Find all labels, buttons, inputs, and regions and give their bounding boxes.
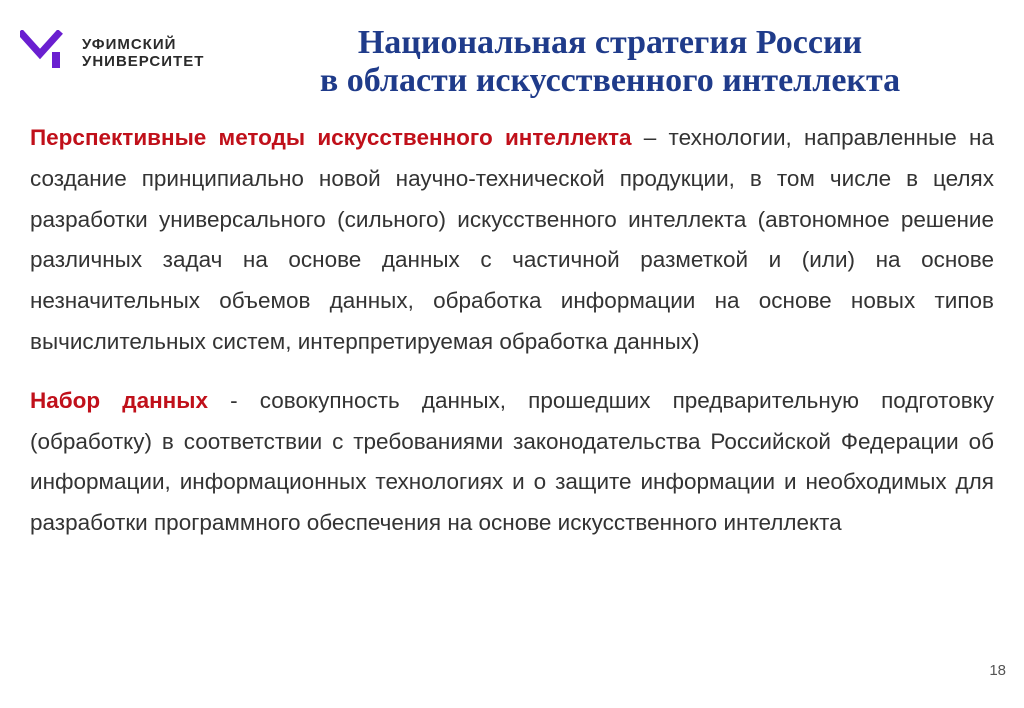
definition-term: Перспективные методы искусственного интеллекта bbox=[30, 125, 632, 150]
page-number: 18 bbox=[989, 662, 1006, 679]
title-line-1: Национальная стратегия России bbox=[357, 24, 863, 61]
definition-paragraph bbox=[30, 381, 994, 544]
logo-line-2: УНИВЕРСИТЕТ bbox=[82, 53, 205, 70]
definition-text: – технологии, направленные на создание принципиально новой научно-технической продукции, в том числе в целях разработки универсального (сильного) искусственного интеллекта (автономное решение различных задач на основе данных с частичной разметкой и (или) на основе незначительных объемов данных, обработка информации на основе новых типов вычислительных систем, интерпретируемая обработка данных) bbox=[30, 125, 994, 354]
definition-term: Набор данных bbox=[30, 387, 208, 413]
title-line-2: в области искусственного интеллекта bbox=[319, 62, 901, 99]
university-logo bbox=[20, 28, 220, 74]
logo-line-1: УФИМСКИЙ bbox=[82, 36, 177, 53]
definition-paragraph bbox=[30, 118, 994, 363]
definition-text: - совокупность данных, прошедших предварительную подготовку (обработку) в соответствии с требованиями законодательства Российской Федерации об информации, информационных технологиях и о защите информации и необходимых для разработки программного обеспечения на основе искусственного интеллекта bbox=[30, 387, 995, 536]
university-logo-mark-icon bbox=[20, 30, 64, 70]
slide-body bbox=[30, 118, 994, 544]
university-logo-text bbox=[82, 36, 204, 70]
slide-title bbox=[230, 24, 990, 100]
